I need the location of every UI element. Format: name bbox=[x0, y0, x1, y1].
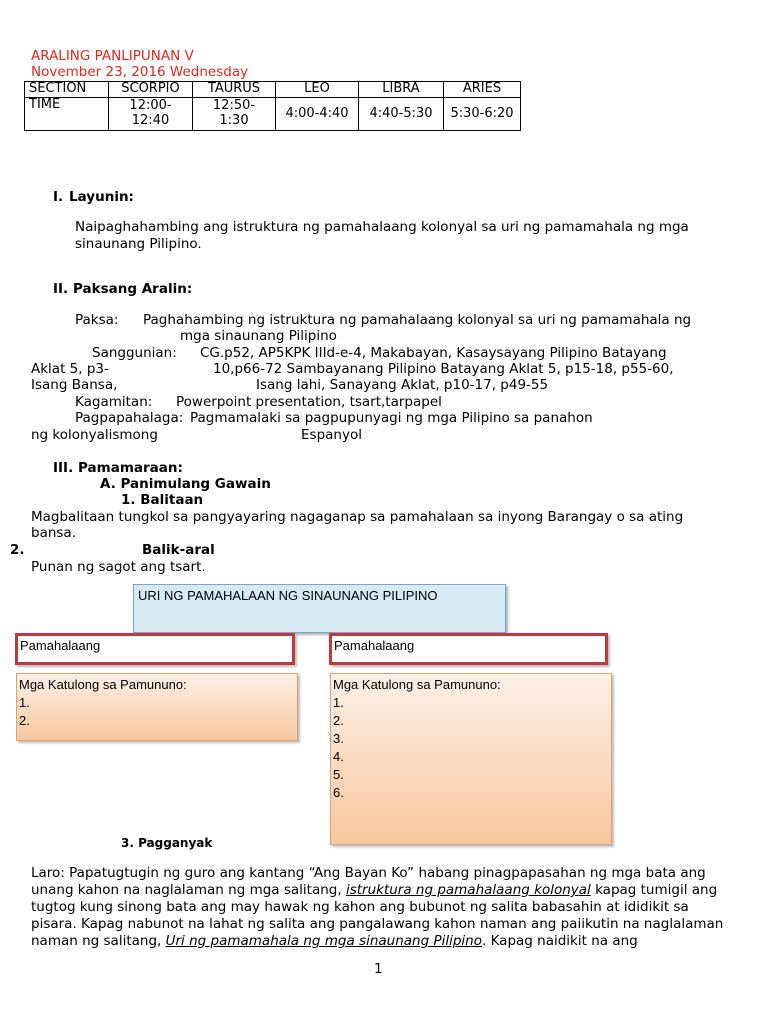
pagganyak-paragraph bbox=[31, 865, 731, 950]
pagganyak-emphasis-2: Uri ng pamamahala ng mga sinaunang Pilipino bbox=[165, 933, 482, 949]
sanggunian-label: Sanggunian: bbox=[92, 345, 177, 361]
left-government-box bbox=[15, 633, 295, 665]
sanggunian-line3b: Isang lahi, Sanayang Aklat, p10-17, p49-55 bbox=[256, 377, 549, 393]
schedule-header-row bbox=[25, 82, 521, 98]
time-taurus bbox=[193, 98, 276, 131]
left-government-label: Pamahalaang bbox=[20, 638, 101, 653]
right-helper-item-6: 6. bbox=[333, 784, 344, 800]
balitaan-heading: 1. Balitaan bbox=[121, 492, 204, 508]
time-taurus-line2: 1:30 bbox=[219, 113, 249, 128]
col-header-section: SECTION bbox=[25, 82, 109, 98]
lesson-date: November 23, 2016 Wednesday bbox=[31, 64, 249, 80]
pagpapahalaga-line2b: Espanyol bbox=[301, 427, 362, 443]
page-number: 1 bbox=[374, 961, 383, 977]
right-government-label: Pamahalaang bbox=[334, 638, 415, 653]
right-helpers-title: Mga Katulong sa Pamununo: bbox=[333, 677, 501, 692]
section-2-title: Paksang Aralin: bbox=[73, 281, 193, 297]
time-libra: 4:40-5:30 bbox=[359, 98, 444, 131]
sanggunian-line1: CG.p52, AP5KPK IIId-e-4, Makabayan, Kasaysayang Pilipino Batayang bbox=[200, 345, 667, 361]
section-1-number: I. bbox=[53, 189, 64, 205]
balitaan-text-line2: bansa. bbox=[31, 525, 76, 541]
sanggunian-line2a: Aklat 5, p3- bbox=[31, 361, 109, 377]
section-3-title: Pamamaraan: bbox=[78, 460, 183, 476]
kagamitan-label: Kagamitan: bbox=[75, 394, 153, 410]
pagpapahalaga-label: Pagpapahalaga: bbox=[75, 410, 184, 426]
time-aries: 5:30-6:20 bbox=[444, 98, 521, 131]
pagpapahalaga-text: Pagmamalaki sa pagpupunyagi ng mga Pilipino sa panahon bbox=[190, 410, 593, 426]
paksa-label: Paksa: bbox=[75, 312, 119, 328]
pagganyak-text-2: kapag tumigil ang tugtog kung sinong bata ang may hawak ng kahon ang bubunot ng salita babasahin at ididikit sa pisara. Kapag nabunot na lahat ng salita ang pangalawang kahon naman ang paiikutin na naglalaman naman ng salitang, bbox=[31, 882, 724, 949]
chart-title: URI NG PAMAHALAAN NG SINAUNANG PILIPINO bbox=[138, 588, 438, 603]
time-scorpio-line1: 12:00- bbox=[129, 98, 172, 114]
pagpapahalaga-line2a: ng kolonyalismong bbox=[31, 427, 158, 443]
pagganyak-text-1: Laro: Papatugtugin ng guro ang kantang “Ang Bayan Ko” habang pinagpapasahan ng mga bata ang unang kahon na naglalaman ng mga salitang, bbox=[31, 865, 706, 898]
time-scorpio bbox=[109, 98, 193, 131]
row-label-time: TIME bbox=[25, 98, 109, 131]
sanggunian-line2b: 10,p66-72 Sambayanang Pilipino Batayang Aklat 5, p15-18, p55-60, bbox=[213, 361, 674, 377]
left-helpers-title: Mga Katulong sa Pamununo: bbox=[19, 677, 187, 692]
balik-aral-number: 2. bbox=[10, 542, 25, 558]
right-helper-item-5: 5. bbox=[333, 766, 344, 782]
panimulang-gawain-heading: A. Panimulang Gawain bbox=[100, 476, 271, 492]
time-leo: 4:00-4:40 bbox=[276, 98, 359, 131]
chart-title-box bbox=[133, 584, 506, 633]
section-3-number: III. bbox=[53, 460, 74, 476]
paksa-line1: Paghahambing ng istruktura ng pamahalaang kolonyal sa uri ng pamamahala ng bbox=[143, 312, 692, 328]
right-helper-item-1: 1. bbox=[333, 694, 344, 710]
sanggunian-line3a: Isang Bansa, bbox=[31, 377, 118, 393]
col-header-leo: LEO bbox=[276, 82, 359, 98]
pagganyak-text-3: . Kapag naidikit na ang bbox=[481, 933, 638, 949]
subject-title: ARALING PANLIPUNAN V bbox=[31, 48, 194, 64]
col-header-scorpio: SCORPIO bbox=[109, 82, 193, 98]
col-header-taurus: TAURUS bbox=[193, 82, 276, 98]
pagganyak-emphasis-1: istruktura ng pamahalaang kolonyal bbox=[345, 882, 591, 898]
right-helpers-box bbox=[330, 673, 612, 845]
left-helpers-box bbox=[16, 673, 298, 741]
balitaan-text-line1: Magbalitaan tungkol sa pangyayaring nagaganap sa pamahalaan sa inyong Barangay o sa ating bbox=[31, 509, 684, 525]
time-scorpio-line2: 12:40 bbox=[131, 113, 170, 128]
balik-aral-instruction: Punan ng sagot ang tsart. bbox=[31, 559, 206, 575]
section-2-number: II. bbox=[53, 281, 69, 297]
left-helper-item-2: 2. bbox=[19, 712, 30, 728]
right-helper-item-3: 3. bbox=[333, 730, 344, 746]
right-helper-item-4: 4. bbox=[333, 748, 344, 764]
section-1-text-line2: sinaunang Pilipino. bbox=[75, 236, 202, 252]
schedule-time-row bbox=[25, 98, 521, 131]
paksa-line2: mga sinaunang Pilipino bbox=[180, 328, 337, 344]
left-helper-item-1: 1. bbox=[19, 694, 30, 710]
right-government-box bbox=[329, 633, 608, 665]
kagamitan-text: Powerpoint presentation, tsart,tarpapel bbox=[176, 394, 442, 410]
pagganyak-heading: 3. Pagganyak bbox=[121, 836, 213, 850]
col-header-libra: LIBRA bbox=[359, 82, 444, 98]
col-header-aries: ARIES bbox=[444, 82, 521, 98]
time-taurus-line1: 12:50- bbox=[212, 98, 256, 114]
right-helper-item-2: 2. bbox=[333, 712, 344, 728]
section-1-text-line1: Naipaghahambing ang istruktura ng pamahalaang kolonyal sa uri ng pamamahala ng mga bbox=[75, 219, 689, 235]
section-1-title: Layunin: bbox=[69, 189, 134, 205]
schedule-table bbox=[24, 81, 521, 131]
balik-aral-heading: Balik-aral bbox=[142, 542, 215, 558]
